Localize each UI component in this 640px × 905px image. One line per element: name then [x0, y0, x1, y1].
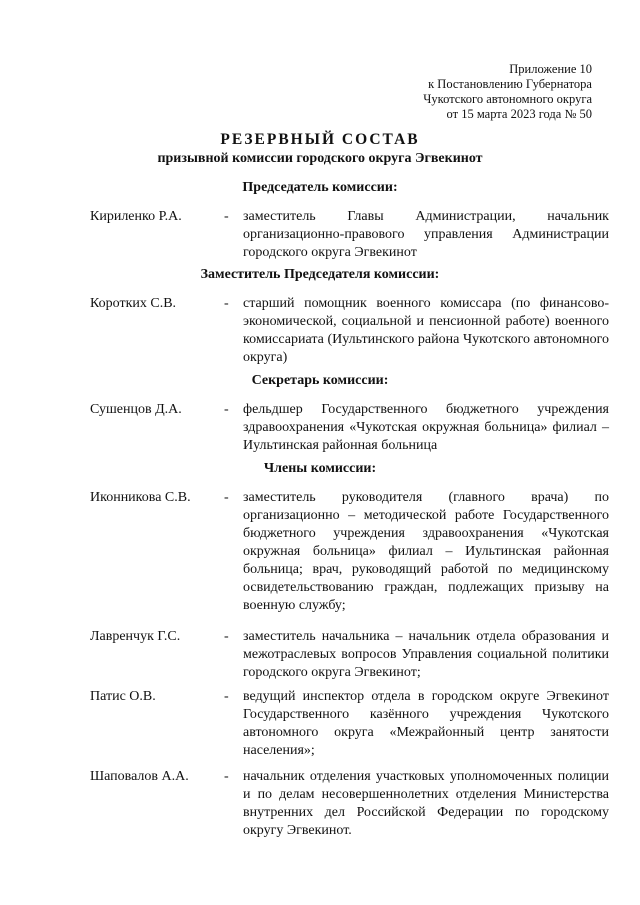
entry-name: Коротких С.В. — [90, 296, 177, 311]
section-heading-members: Члены комиссии: — [263, 461, 377, 476]
entry-name: Кириленко Р.А. — [90, 209, 182, 224]
entry-name: Сушенцов Д.А. — [90, 402, 182, 417]
entry-description: заместитель начальника – начальник отдела образования и межотраслевых вопросов Управления социальной политики городского округа Эгвекинот; — [243, 629, 609, 680]
entry-description: старший помощник военного комиссара (по финансово-экономической, социальной и пенсионной работе) военного комиссариата (Иультинского района Чукотского автономного округа) — [243, 296, 609, 365]
entry-name: Лавренчук Г.С. — [90, 629, 181, 644]
entry-description: заместитель Главы Администрации, начальник организационно-правового управления Администрации городского округа Эгвекинот — [243, 209, 609, 260]
entry-description: ведущий инспектор отдела в городском округе Эгвекинот Государственного казённого учреждения Чукотского автономного округа «Межрайонный центр занятости населения»; — [243, 689, 609, 758]
appendix-line: от 15 марта 2023 года № 50 — [446, 107, 592, 121]
entry-description: заместитель руководителя (главного врача) по организационно – методической работе Государственного бюджетного учреждения здравоохранения «Чукотская окружная больница» филиал – Иультинская районная больница; врач, руководящий работой по медицинскому освидетельствованию граждан, подлежащих призыву на военную службу; — [243, 490, 609, 613]
appendix-note — [332, 62, 592, 122]
entry-dash: - — [224, 490, 229, 505]
entry-dash: - — [224, 209, 229, 224]
entry-name: Шаповалов А.А. — [90, 769, 189, 784]
entry-name: Патис О.В. — [90, 689, 156, 704]
section-heading-chair: Председатель комиссии: — [242, 180, 398, 195]
entry-dash: - — [224, 689, 229, 704]
section-heading-deputy: Заместитель Председателя комиссии: — [200, 267, 440, 282]
appendix-line: к Постановлению Губернатора — [428, 77, 592, 91]
section-heading-secretary: Секретарь комиссии: — [251, 373, 389, 388]
entry-dash: - — [224, 296, 229, 311]
entry-dash: - — [224, 402, 229, 417]
document-subtitle: призывной комиссии городского округа Эгвекинот — [157, 151, 483, 166]
entry-name: Иконникова С.В. — [90, 490, 191, 505]
document-title: РЕЗЕРВНЫЙ СОСТАВ — [220, 131, 420, 148]
appendix-line: Приложение 10 — [509, 62, 592, 76]
entry-description: фельдшер Государственного бюджетного учреждения здравоохранения «Чукотская окружная больница» филиал – Иультинская районная больница — [243, 402, 609, 453]
entry-dash: - — [224, 769, 229, 784]
appendix-line: Чукотского автономного округа — [423, 92, 592, 106]
entry-description: начальник отделения участковых уполномоченных полиции и по делам несовершеннолетних отделения Министерства внутренних дел Российской Федерации по городскому округу Эгвекинот. — [243, 769, 609, 838]
entry-dash: - — [224, 629, 229, 644]
